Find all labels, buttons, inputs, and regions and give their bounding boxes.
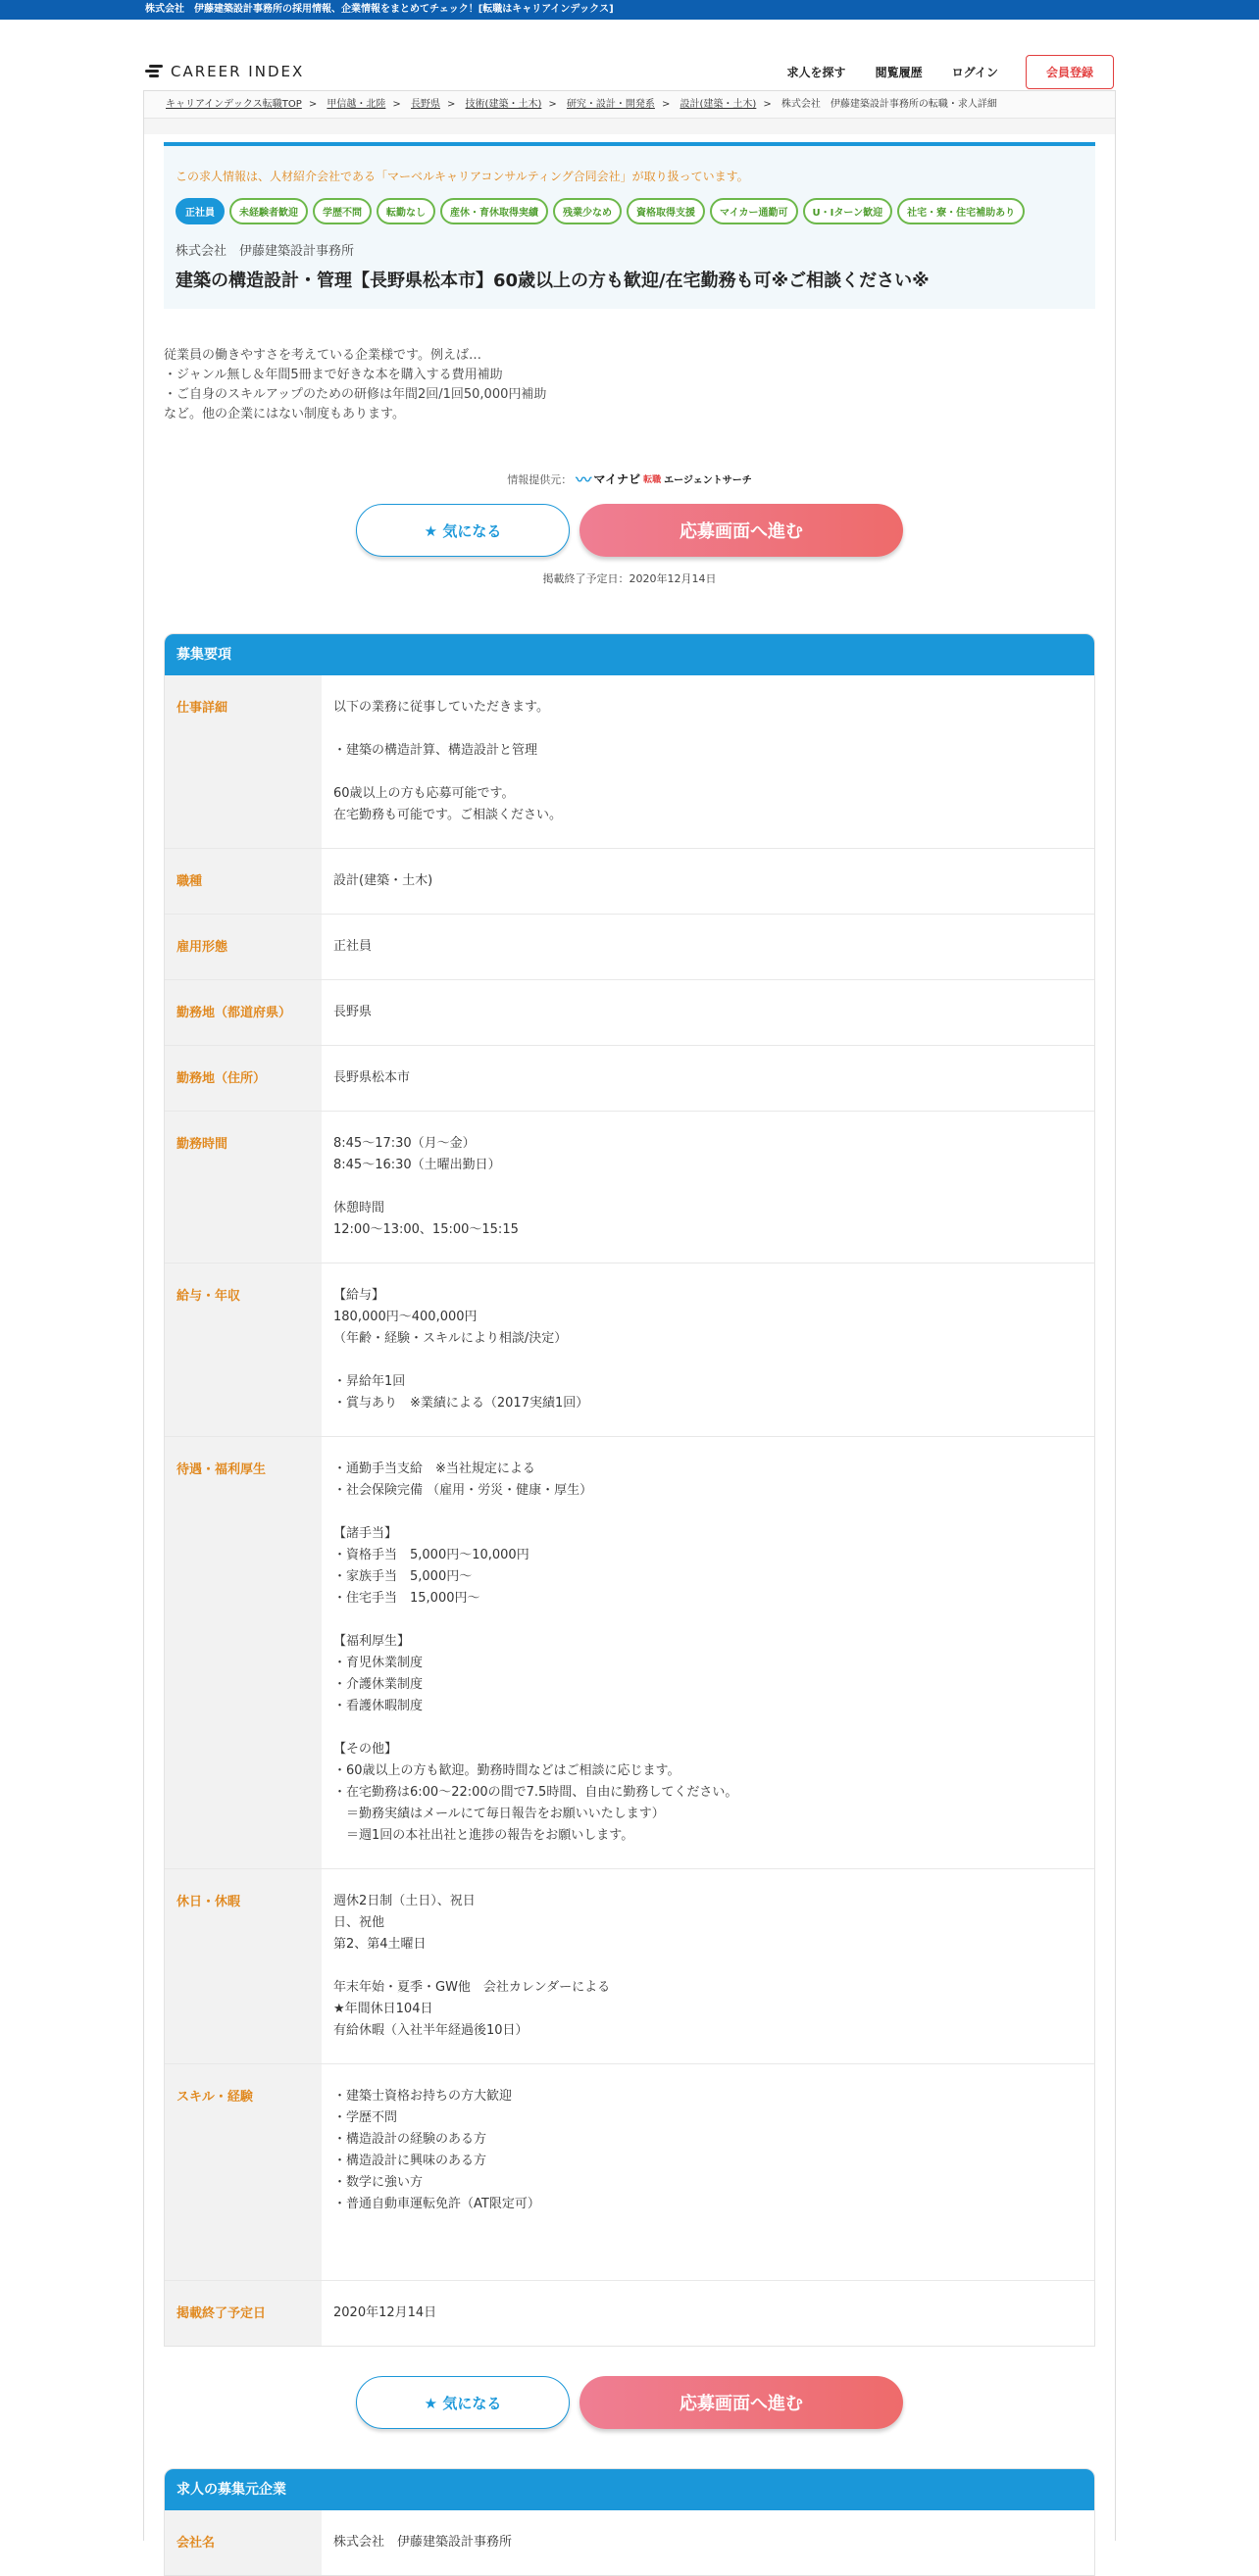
tag-badge: U・Iターン歓迎 xyxy=(803,198,893,224)
source-label: 情報提供元： xyxy=(507,472,573,486)
tag-badge: 資格取得支援 xyxy=(627,198,705,224)
like-button[interactable]: ★ 気になる xyxy=(356,504,570,557)
section-title: 募集要項 xyxy=(165,634,1094,675)
table-row xyxy=(165,1436,1094,1868)
row-value: 正社員 xyxy=(333,939,373,954)
tag-badge: 残業少なめ xyxy=(553,198,622,224)
mynavi-mark-icon: 〰 xyxy=(576,471,592,489)
action-buttons-bottom xyxy=(164,2376,1095,2429)
mynavi-brand: マイナビ xyxy=(593,472,641,486)
like-button[interactable]: ★ 気になる xyxy=(356,2376,570,2429)
table-row xyxy=(165,848,1094,914)
breadcrumb-link[interactable]: 研究・設計・開発系 xyxy=(566,99,655,110)
table-row xyxy=(165,914,1094,979)
tag-badge: 未経験者歓迎 xyxy=(229,198,308,224)
row-value: 長野県松本市 xyxy=(333,1070,411,1085)
row-label: 会社名 xyxy=(165,2510,322,2575)
breadcrumb-link[interactable]: 甲信越・北陸 xyxy=(327,99,386,110)
nav-login[interactable]: ログイン xyxy=(951,66,998,79)
breadcrumb-link[interactable]: 設計(建築・土木) xyxy=(680,99,757,110)
table-row xyxy=(165,1868,1094,2063)
end-date: 掲載終了予定日：2020年12月14日 xyxy=(542,572,717,585)
table-row xyxy=(165,2063,1094,2280)
divider xyxy=(144,119,1115,134)
job-intro: 従業員の働きやすさを考えている企業様です。例えば… ・ジャンル無し＆年間5冊まで好きな本を購入する費用補助 ・ご自身のスキルアップのための研修は年間2回/1回50,000円補助 など。他の企業にはない制度もあります。 xyxy=(164,348,547,421)
site-logo[interactable] xyxy=(145,63,304,80)
job-summary-box xyxy=(164,142,1095,309)
breadcrumb-link[interactable]: 技術(建築・土木) xyxy=(465,99,542,110)
apply-button[interactable]: 応募画面へ進む xyxy=(579,2376,903,2429)
row-value: ・建築士資格お持ちの方大歓迎 ・学歴不問 ・構造設計の経験のある方 ・構造設計に興味のある方 ・数学に強い方 ・普通自動車運転免許（AT限定可） xyxy=(333,2089,540,2211)
table-row xyxy=(165,675,1094,848)
row-value: 長野県 xyxy=(333,1005,373,1019)
company-name: 株式会社 伊藤建築設計事務所 xyxy=(176,244,355,259)
requirements-section xyxy=(164,633,1095,2347)
tag-badge: マイカー通勤可 xyxy=(710,198,798,224)
provider-note: この求人情報は、人材紹介会社である「マーベルキャリアコンサルティング合同会社」が取り扱っています。 xyxy=(176,170,749,183)
table-row xyxy=(165,1263,1094,1436)
row-value: ・通勤手当支給 ※当社規定による ・社会保険完備 （雇用・労災・健康・厚生） 【諸手当】 ・資格手当 5,000円～10,000円 ・家族手当 5,000円～ ・住宅手当 15,000円～ 【福利厚生】 ・育児休業制度 ・介護休業制度 ・看護休暇制度 【その他】 ・60歳以上の方も歓迎。勤務時間などはご相談に応じます。 ・在宅勤務は6:00～22:00の間で7.5時間、自由に勤務してください。 ＝勤務実績はメールにて毎日報告をお願いいたします） ＝週1回の本社出社と進捗の報告をお願いします。 xyxy=(333,1461,738,1843)
breadcrumb: キャリアインデックス転職TOP > 甲信越・北陸 > 長野県 > 技術(建築・土木) > 研究・設計・開発系 > 設計(建築・土木) > 株式会社 伊藤建築設計事務所の転職・求人詳細 xyxy=(144,91,1115,119)
tag-badge: 産休・育休取得実績 xyxy=(440,198,548,224)
row-label: スキル・経験 xyxy=(165,2064,322,2280)
tag-badge: 学歴不問 xyxy=(313,198,372,224)
table-row xyxy=(165,2510,1094,2575)
nav-history[interactable]: 閲覧履歴 xyxy=(875,66,923,79)
source-info xyxy=(164,468,1095,490)
tag-badge: 社宅・寮・住宅補助あり xyxy=(897,198,1025,224)
table-row xyxy=(165,1111,1094,1263)
table-row xyxy=(165,2280,1094,2346)
register-button[interactable]: 会員登録 xyxy=(1026,55,1114,89)
row-label: 待遇・福利厚生 xyxy=(165,1437,322,1868)
row-value: 【給与】 180,000円～400,000円 （年齢・経験・スキルにより相談/決定） ・昇給年1回 ・賞与あり ※業績による（2017実績1回） xyxy=(333,1288,589,1411)
breadcrumb-current: 株式会社 伊藤建築設計事務所の転職・求人詳細 xyxy=(781,99,997,110)
header-nav xyxy=(758,55,1114,89)
mynavi-brand-red: 転職 xyxy=(643,475,662,485)
breadcrumb-link[interactable]: キャリアインデックス転職TOP xyxy=(166,99,302,110)
row-value: 株式会社 伊藤建築設計事務所 xyxy=(333,2535,513,2550)
row-value: 2020年12月14日 xyxy=(333,2305,437,2320)
row-value: 8:45～17:30（月～金） 8:45～16:30（土曜出勤日） 休憩時間 12:00～13:00、15:00～15:15 xyxy=(333,1136,519,1237)
row-label: 職種 xyxy=(165,849,322,914)
table-row xyxy=(165,979,1094,1045)
row-label: 給与・年収 xyxy=(165,1263,322,1436)
logo-text: CAREER INDEX xyxy=(171,63,305,80)
tag-badge: 正社員 xyxy=(176,198,225,224)
row-label: 仕事詳細 xyxy=(165,675,322,848)
row-value: 週休2日制（土日）、祝日 日、祝他 第2、第4土曜日 年末年始・夏季・GW他 会社カレンダーによる ★年間休日104日 有給休暇（入社半年経過後10日） xyxy=(333,1894,611,2038)
row-label: 勤務地（都道府県） xyxy=(165,980,322,1045)
table-row xyxy=(165,1045,1094,1111)
apply-button[interactable]: 応募画面へ進む xyxy=(579,504,903,557)
tag-list xyxy=(176,198,1083,224)
job-title: 建築の構造設計・管理【長野県松本市】60歳以上の方も歓迎/在宅勤務も可※ご相談ください※ xyxy=(176,271,930,291)
row-label: 勤務時間 xyxy=(165,1112,322,1263)
top-announcement-bar: 株式会社 伊藤建築設計事務所の採用情報、企業情報をまとめてチェック！[転職はキャリアインデックス] xyxy=(0,0,1259,20)
main-frame xyxy=(143,90,1116,2551)
mynavi-brand-sub: エージェントサーチ xyxy=(664,475,752,486)
logo-mark-icon xyxy=(145,65,163,78)
breadcrumb-link[interactable]: 長野県 xyxy=(410,99,440,110)
mynavi-logo xyxy=(576,468,751,490)
row-value: 設計(建築・土木) xyxy=(333,873,433,888)
tag-badge: 転勤なし xyxy=(377,198,435,224)
action-buttons xyxy=(164,504,1095,557)
company-section xyxy=(164,2468,1095,2576)
row-label: 掲載終了予定日 xyxy=(165,2281,322,2346)
row-label: 雇用形態 xyxy=(165,915,322,979)
row-value: 以下の業務に従事していただきます。 ・建築の構造計算、構造設計と管理 60歳以上の方も応募可能です。 在宅勤務も可能です。ご相談ください。 xyxy=(333,700,562,822)
section-title: 求人の募集元企業 xyxy=(165,2469,1094,2510)
nav-search-jobs[interactable]: 求人を探す xyxy=(786,66,846,79)
row-label: 勤務地（住所） xyxy=(165,1046,322,1111)
site-header xyxy=(0,20,1259,90)
row-label: 休日・休暇 xyxy=(165,1869,322,2063)
